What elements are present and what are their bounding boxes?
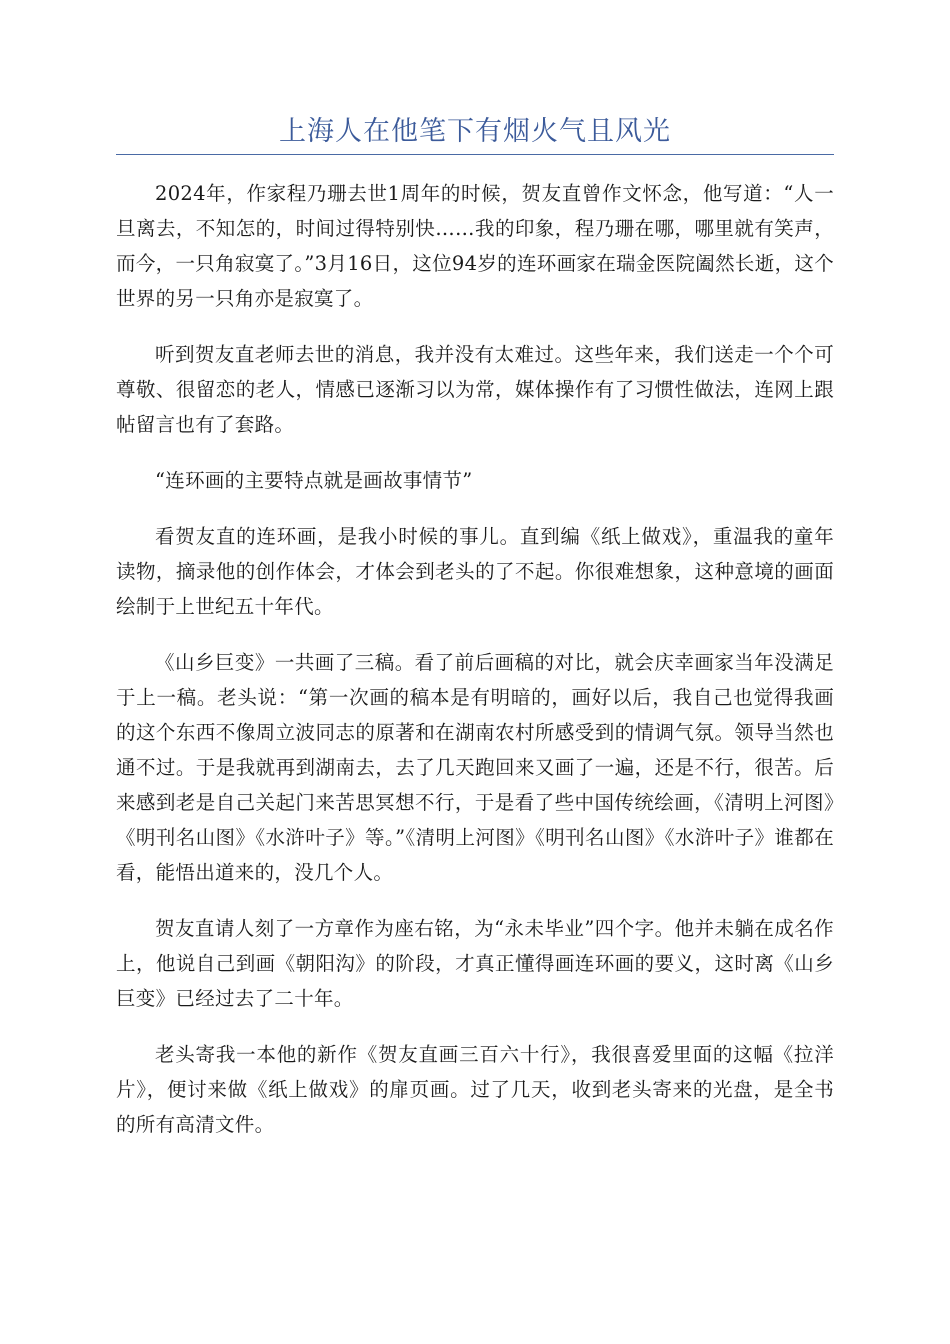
paragraph-2: 听到贺友直老师去世的消息，我并没有太难过。这些年来，我们送走一个个可尊敬、很留恋的老人，情感已逐渐习以为常，媒体操作有了习惯性做法，连网上跟帖留言也有了套路。: [116, 343, 834, 436]
article-title: 上海人在他笔下有烟火气且风光: [279, 116, 671, 147]
title-underline: [116, 154, 834, 155]
article-body: [116, 176, 834, 1163]
section-subheading: “连环画的主要特点就是画故事情节”: [155, 469, 473, 492]
paragraph-4: 《山乡巨变》一共画了三稿。看了前后画稿的对比，就会庆幸画家当年没满足于上一稿。老头说：“第一次画的稿本是有明暗的，画好以后，我自己也觉得我画的这个东西不像周立波同志的原著和在湖南农村所感受到的情调气氛。领导当然也通不过。于是我就再到湖南去，去了几天跑回来又画了一遍，还是不行，很苦。后来感到老是自己关起门来苦思冥想不行，于是看了些中国传统绘画，《清明上河图》《明刊名山图》《水浒叶子》等。”《清明上河图》《明刊名山图》《水浒叶子》谁都在看，能悟出道来的，没几个人。: [116, 651, 834, 884]
paragraph-6: 老头寄我一本他的新作《贺友直画三百六十行》，我很喜爱里面的这幅《拉洋片》，便讨来做《纸上做戏》的扉页画。过了几天，收到老头寄来的光盘，是全书的所有高清文件。: [116, 1043, 834, 1136]
paragraph-1: 2024年，作家程乃珊去世1周年的时候，贺友直曾作文怀念，他写道：“人一旦离去，不知怎的，时间过得特别快……我的印象，程乃珊在哪，哪里就有笑声，而今，一只角寂寞了。”3月16日，这位94岁的连环画家在瑞金医院阖然长逝，这个世界的另一只角亦是寂寞了。: [116, 182, 834, 310]
paragraph-3: 看贺友直的连环画，是我小时候的事儿。直到编《纸上做戏》，重温我的童年读物，摘录他的创作体会，才体会到老头的了不起。你很难想象，这种意境的画面绘制于上世纪五十年代。: [116, 525, 834, 618]
paragraph-5: 贺友直请人刻了一方章作为座右铭，为“永未毕业”四个字。他并未躺在成名作上，他说自己到画《朝阳沟》的阶段，才真正懂得画连环画的要义，这时离《山乡巨变》已经过去了二十年。: [116, 917, 834, 1010]
